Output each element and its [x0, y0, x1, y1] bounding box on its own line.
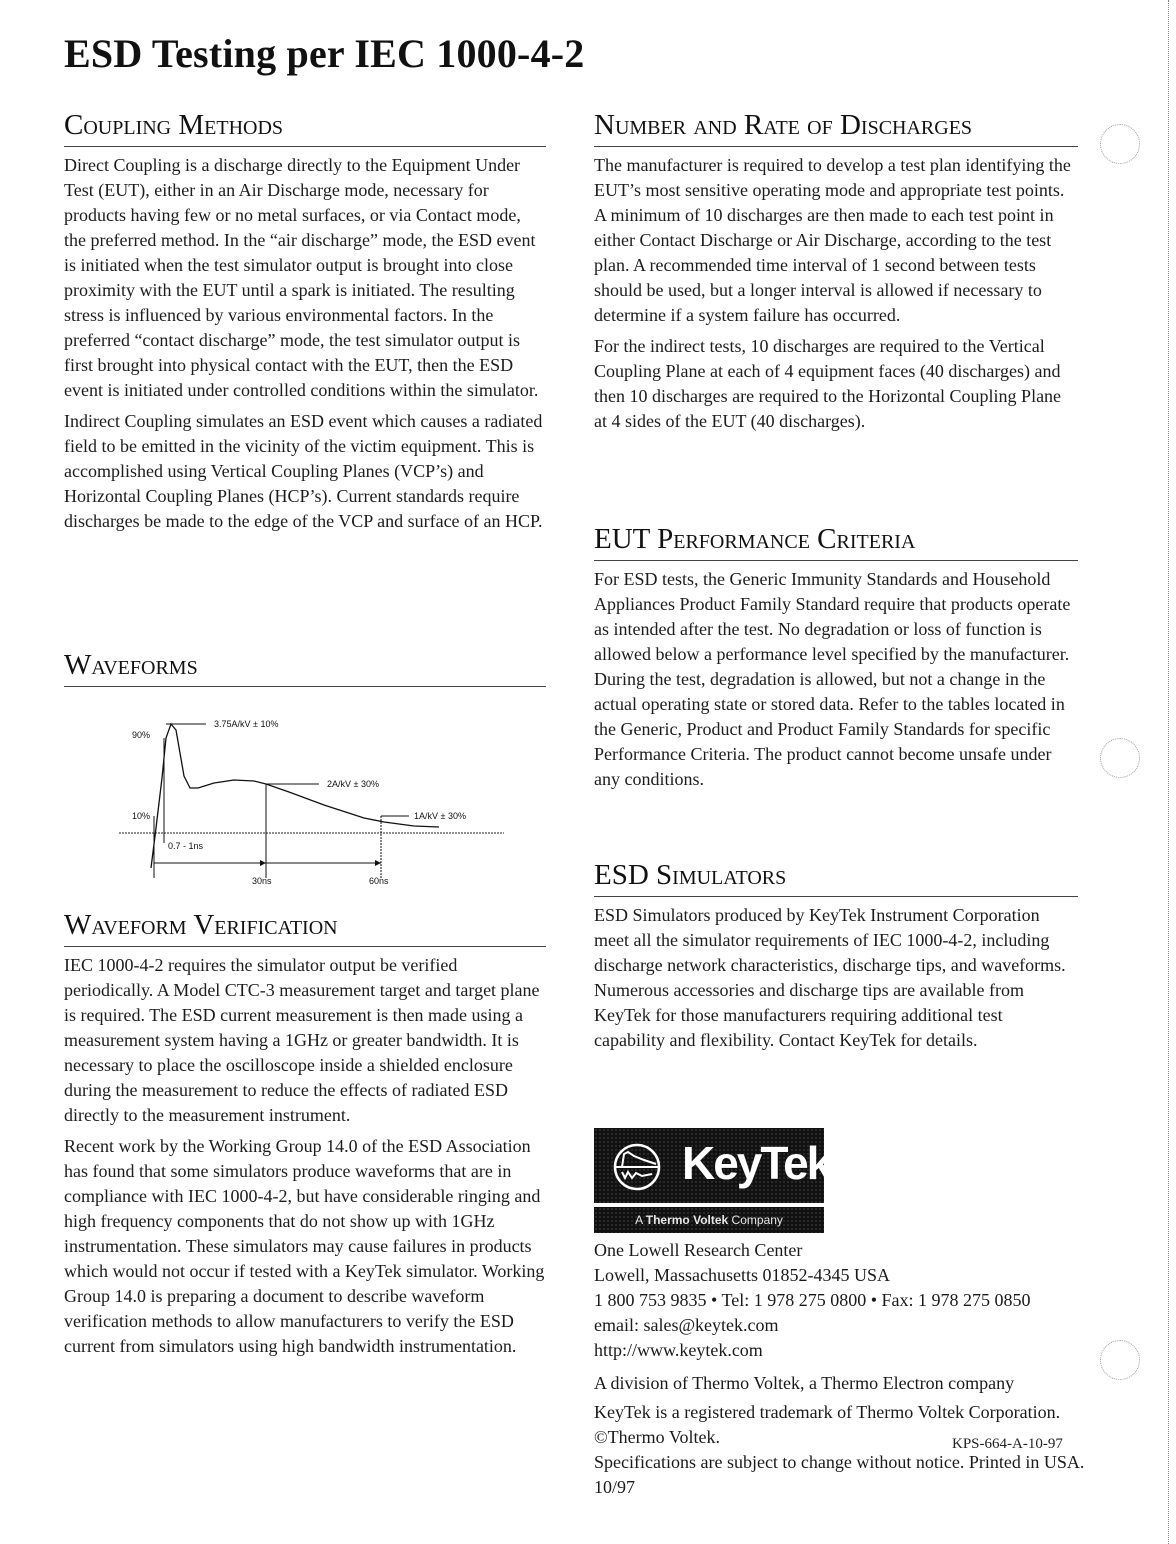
phone-line: 1 800 753 9835 • Tel: 1 978 275 0800 • Fax: 1 978 275 0850 — [594, 1290, 1031, 1310]
keytek-logo — [594, 1128, 836, 1233]
section-coupling-methods — [64, 108, 546, 534]
peak-label: 3.75A/kV ± 10% — [214, 719, 279, 729]
pct10-label: 10% — [132, 811, 151, 821]
logo-tagline: A Thermo Voltek Company — [594, 1207, 824, 1233]
section-heading: Coupling Methods — [64, 108, 546, 147]
section-heading: EUT Performance Criteria — [594, 522, 1078, 561]
page-title: ESD Testing per IEC 1000-4-2 — [64, 31, 585, 76]
section-waveforms — [64, 648, 546, 687]
website-link[interactable]: http://www.keytek.com — [594, 1340, 763, 1360]
section-eut-criteria — [594, 522, 1078, 792]
paragraph: For the indirect tests, 10 discharges are required to the Vertical Coupling Plane at each of 4 equipment faces (40 discharges) and then 10 discharges are required to the Horizontal Coupling Plane at 4 sides of the EUT (40 discharges). — [594, 336, 1062, 431]
fine-print: Specifications are subject to change without notice. Printed in USA. 10/97 — [594, 1452, 1085, 1497]
punch-hole — [1100, 124, 1140, 164]
section-heading: Waveform Verification — [64, 908, 546, 947]
fine-print: KeyTek is a registered trademark of Thermo Voltek Corporation. ©Thermo Voltek. — [594, 1402, 1061, 1447]
contact-block — [594, 1238, 1114, 1500]
division-text: A division of Thermo Voltek, a Thermo Electron company — [594, 1373, 1015, 1393]
paragraph: IEC 1000-4-2 requires the simulator output be verified periodically. A Model CTC-3 measurement target and target plane is required. The ESD current measurement is then made using a measurement system having a 1GHz or greater bandwidth. It is necessary to place the oscilloscope inside a shielded enclosure during the measurement to reduce the effects of radiated ESD directly to the measurement instrument. — [64, 955, 540, 1125]
at60-label: 1A/kV ± 30% — [414, 811, 466, 821]
paragraph: Direct Coupling is a discharge directly to the Equipment Under Test (EUT), either in an Air Discharge mode, necessary for products having few or no metal surfaces, or via Contact mode, the preferred method. In the “air discharge” mode, the ESD event is initiated when the test simulator output is brought into close proximity with the EUT until a spark is initiated. The resulting stress is influenced by various environmental factors. In the preferred “contact discharge” mode, the test simulator output is first brought into physical contact with the EUT, then the ESD event is initiated under controlled conditions within the simulator. — [64, 155, 539, 400]
section-waveform-verification — [64, 908, 546, 1359]
paragraph: Recent work by the Working Group 14.0 of the ESD Association has found that some simulators produce waveforms that are in compliance with IEC 1000-4-2, but have considerable ringing and high frequency components that do not show up with 1GHz instrumentation. These simulators may cause failures in products which would not occur if tested with a KeyTek simulator. Working Group 14.0 is preparing a document to describe waveform verification methods to allow manufacturers to verify the ESD current from simulators using high bandwidth instrumentation. — [64, 1136, 545, 1356]
logo-brand: KeyTek® — [682, 1136, 836, 1189]
punch-hole — [1100, 1340, 1140, 1380]
t60-label: 60ns — [369, 876, 389, 886]
section-heading: Waveforms — [64, 648, 546, 687]
address-line: One Lowell Research Center — [594, 1240, 803, 1260]
section-esd-simulators — [594, 858, 1078, 1053]
email-link[interactable]: email: sales@keytek.com — [594, 1315, 779, 1335]
pct90-label: 90% — [132, 730, 151, 740]
document-code: KPS-664-A-10-97 — [952, 1436, 1063, 1452]
paragraph: ESD Simulators produced by KeyTek Instrument Corporation meet all the simulator requirements of IEC 1000-4-2, including discharge network characteristics, discharge tips, and waveforms. Numerous accessories and discharge tips are available from KeyTek for those manufacturers requiring additional test capability and flexibility. Contact KeyTek for details. — [594, 905, 1066, 1050]
waveform-diagram — [114, 708, 544, 888]
keytek-emblem-icon — [612, 1142, 662, 1192]
punch-hole — [1100, 738, 1140, 778]
paragraph: The manufacturer is required to develop a test plan identifying the EUT’s most sensitive operating mode and appropriate test points. A minimum of 10 discharges are then made to each test point in either Contact Discharge or Air Discharge, according to the test plan. A recommended time interval of 1 second between tests should be used, but a longer interval is allowed if necessary to determine if a system failure has occurred. — [594, 155, 1071, 325]
paragraph: For ESD tests, the Generic Immunity Standards and Household Appliances Product Family Standard require that products operate as intended after the test. No degradation or loss of function is allowed below a performance level specified by the manufacturer. During the test, degradation is allowed, but not a change in the actual operating state or stored data. Refer to the tables located in the Generic, Product and Product Family Standards for specific Performance Criteria. The product cannot become unsafe under any conditions. — [594, 569, 1071, 789]
address-line: Lowell, Massachusetts 01852-4345 USA — [594, 1265, 890, 1285]
section-heading: Number and Rate of Discharges — [594, 108, 1078, 147]
page-edge — [1168, 0, 1169, 1544]
section-heading: ESD Simulators — [594, 858, 1078, 897]
rise-label: 0.7 - 1ns — [168, 841, 204, 851]
at30-label: 2A/kV ± 30% — [327, 779, 379, 789]
t30-label: 30ns — [252, 876, 272, 886]
section-number-rate — [594, 108, 1078, 434]
paragraph: Indirect Coupling simulates an ESD event which causes a radiated field to be emitted in the vicinity of the victim equipment. This is accomplished using Vertical Coupling Planes (VCP’s) and Horizontal Coupling Planes (HCP’s). Current standards require discharges be made to the edge of the VCP and surface of an HCP. — [64, 411, 543, 531]
